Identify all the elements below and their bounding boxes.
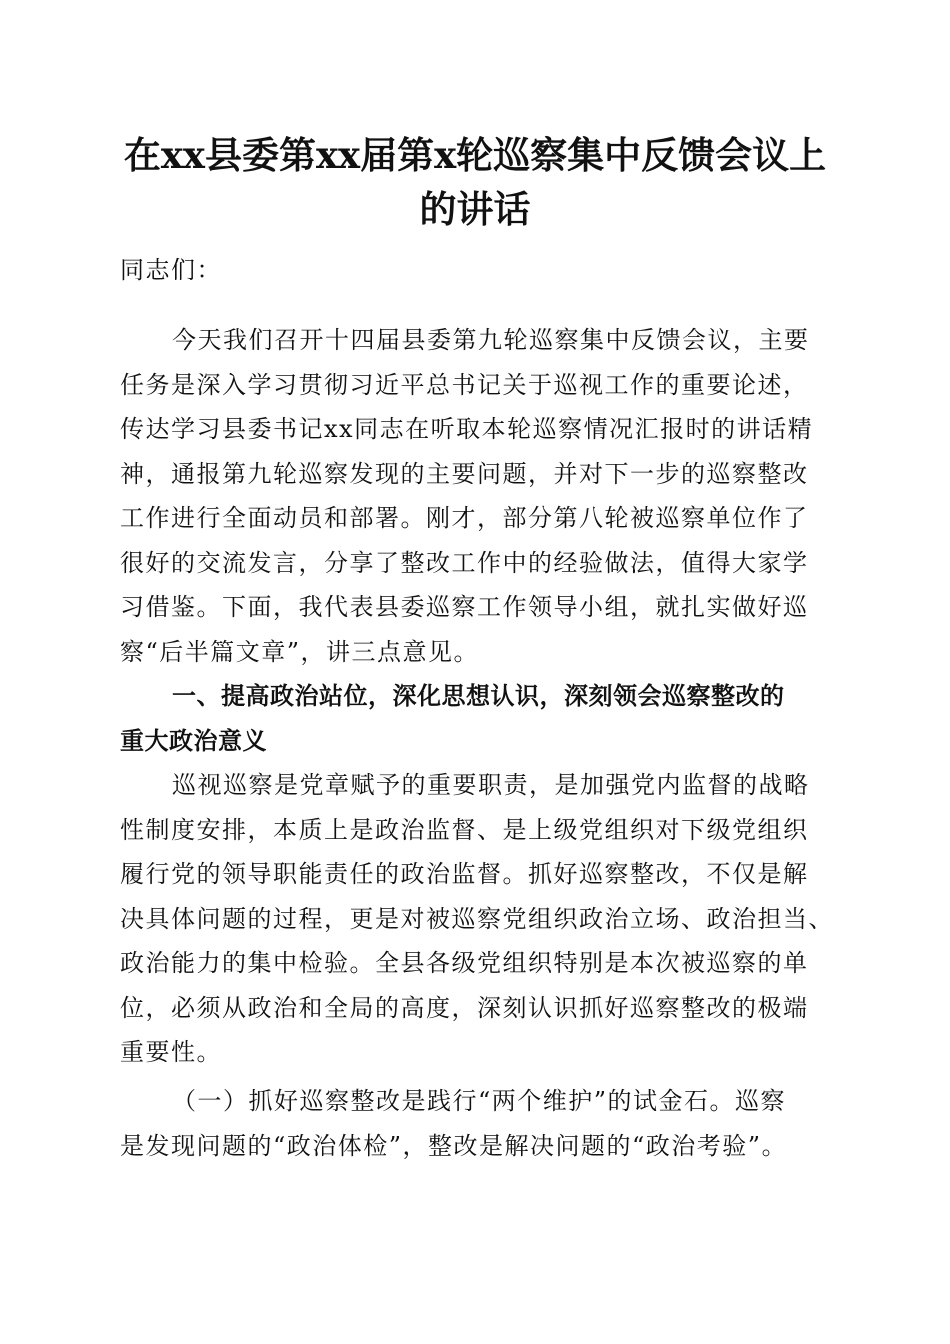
- paragraph-line: 位，必须从政治和全局的高度，深刻认识抓好巡察整改的极端: [120, 993, 809, 1022]
- paragraph-line: 神，通报第九轮巡察发现的主要问题，并对下一步的巡察整改: [120, 459, 809, 488]
- salutation: [120, 248, 845, 293]
- title-line: 在xx县委第xx届第x轮巡察集中反馈会议上: [123, 133, 827, 177]
- paragraph-line: 很好的交流发言，分享了整改工作中的经验做法，值得大家学: [120, 548, 809, 577]
- paragraph-line: 是发现问题的“政治体检”，整改是解决问题的“政治考验”。: [120, 1131, 788, 1160]
- paragraph-line: 巡视巡察是党章赋予的重要职责，是加强党内监督的战略: [172, 771, 810, 799]
- paragraph-line: 察“后半篇文章”，讲三点意见。: [120, 637, 480, 666]
- paragraph-line: 政治能力的集中检验。全县各级党组织特别是本次被巡察的单: [120, 949, 809, 977]
- heading-line: 一、提高政治站位，深化思想认识，深刻领会巡察整改的: [172, 682, 785, 710]
- paragraph-line: （一）抓好巡察整改是践行“两个维护”的试金石。巡察: [172, 1087, 787, 1115]
- title-line: 的讲话: [419, 187, 531, 231]
- paragraph-subsection-1: [120, 1079, 845, 1168]
- paragraph-intro: [120, 318, 845, 674]
- salutation-text: 同志们：: [120, 256, 222, 284]
- paragraph-line: 重要性。: [120, 1038, 222, 1066]
- paragraph-line: 任务是深入学习贯彻习近平总书记关于巡视工作的重要论述，: [120, 370, 809, 399]
- section-heading-1: [120, 674, 845, 763]
- paragraph-line: 工作进行全面动员和部署。刚才，部分第八轮被巡察单位作了: [120, 504, 809, 532]
- paragraph-line: 履行党的领导职能责任的政治监督。抓好巡察整改，不仅是解: [120, 860, 809, 888]
- paragraph-section-1: [120, 763, 845, 1075]
- paragraph-line: 传达学习县委书记xx同志在听取本轮巡察情况汇报时的讲话精: [120, 415, 814, 443]
- paragraph-line: 习借鉴。下面，我代表县委巡察工作领导小组，就扎实做好巡: [120, 593, 809, 621]
- paragraph-line: 决具体问题的过程，更是对被巡察党组织政治立场、政治担当、: [120, 904, 834, 933]
- document-title: [100, 128, 850, 236]
- paragraph-line: 性制度安排，本质上是政治监督、是上级党组织对下级党组织: [120, 815, 809, 844]
- paragraph-line: 今天我们召开十四届县委第九轮巡察集中反馈会议，主要: [172, 326, 810, 354]
- heading-line: 重大政治意义: [120, 726, 267, 755]
